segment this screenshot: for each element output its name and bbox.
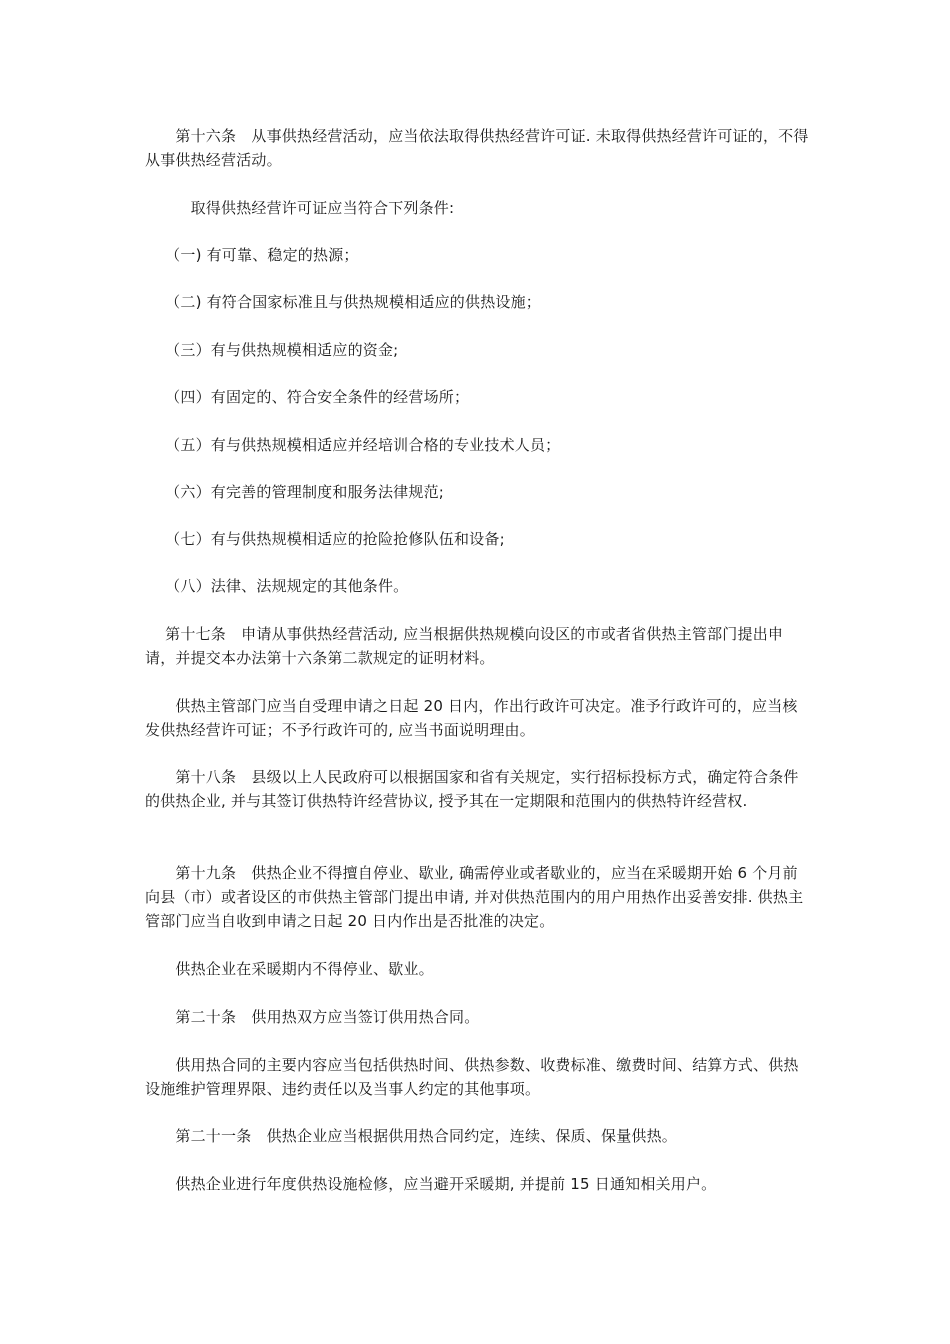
paragraph-article-17: 第十七条 申请从事供热经营活动, 应当根据供热规模向设区的市或者省供热主管部门提出申请，并提交本办法第十六条第二款规定的证明材料。 (145, 625, 784, 667)
list-item-condition-2: （二) 有符合国家标准且与供热规模相适应的供热设施； (145, 293, 541, 311)
paragraph-article-19-no-stop: 供热企业在采暖期内不得停业、歇业。 (145, 960, 434, 978)
paragraph-article-21: 第二十一条 供热企业应当根据供用热合同约定，连续、保质、保量供热。 (145, 1127, 678, 1145)
paragraph-article-20-contract: 供用热合同的主要内容应当包括供热时间、供热参数、收费标准、缴费时间、结算方式、供热设施维护管理界限、违约责任以及当事人约定的其他事项。 (145, 1056, 799, 1098)
paragraph-article-21-maintenance: 供热企业进行年度供热设施检修，应当避开采暖期, 并提前 15 日通知相关用户。 (145, 1175, 717, 1193)
list-item-condition-8: （八）法律、法规规定的其他条件。 (145, 577, 409, 595)
list-item-condition-6: （六）有完善的管理制度和服务法律规范; (145, 483, 445, 501)
list-item-condition-3: （三）有与供热规模相适应的资金; (145, 341, 399, 359)
paragraph-article-17-decision: 供热主管部门应当自受理申请之日起 20 日内，作出行政许可决定。准予行政许可的，应当核发供热经营许可证；不予行政许可的, 应当书面说明理由。 (145, 697, 798, 739)
paragraph-conditions-intro: 取得供热经营许可证应当符合下列条件: (145, 199, 455, 217)
list-item-condition-5: （五）有与供热规模相适应并经培训合格的专业技术人员； (145, 436, 561, 454)
list-item-condition-1: （一) 有可靠、稳定的热源； (145, 246, 359, 264)
paragraph-article-19: 第十九条 供热企业不得擅自停业、歇业, 确需停业或者歇业的，应当在采暖期开始 6 个月前向县（市）或者设区的市供热主管部门提出申请, 并对供热范围内的用户用热作出妥善安排. 供热主管部门应当自收到申请之日起 20 日内作出是否批准的决定。 (145, 864, 804, 930)
list-item-condition-7: （七）有与供热规模相适应的抢险抢修队伍和设备; (145, 530, 505, 548)
paragraph-article-16: 第十六条 从事供热经营活动，应当依法取得供热经营许可证. 未取得供热经营许可证的，不得从事供热经营活动。 (145, 127, 809, 169)
paragraph-article-18: 第十八条 县级以上人民政府可以根据国家和省有关规定，实行招标投标方式，确定符合条件的供热企业, 并与其签订供热特许经营协议, 授予其在一定期限和范围内的供热特许经营权. (145, 768, 799, 810)
list-item-condition-4: （四）有固定的、符合安全条件的经营场所； (145, 388, 470, 406)
paragraph-article-20: 第二十条 供用热双方应当签订供用热合同。 (145, 1008, 480, 1026)
